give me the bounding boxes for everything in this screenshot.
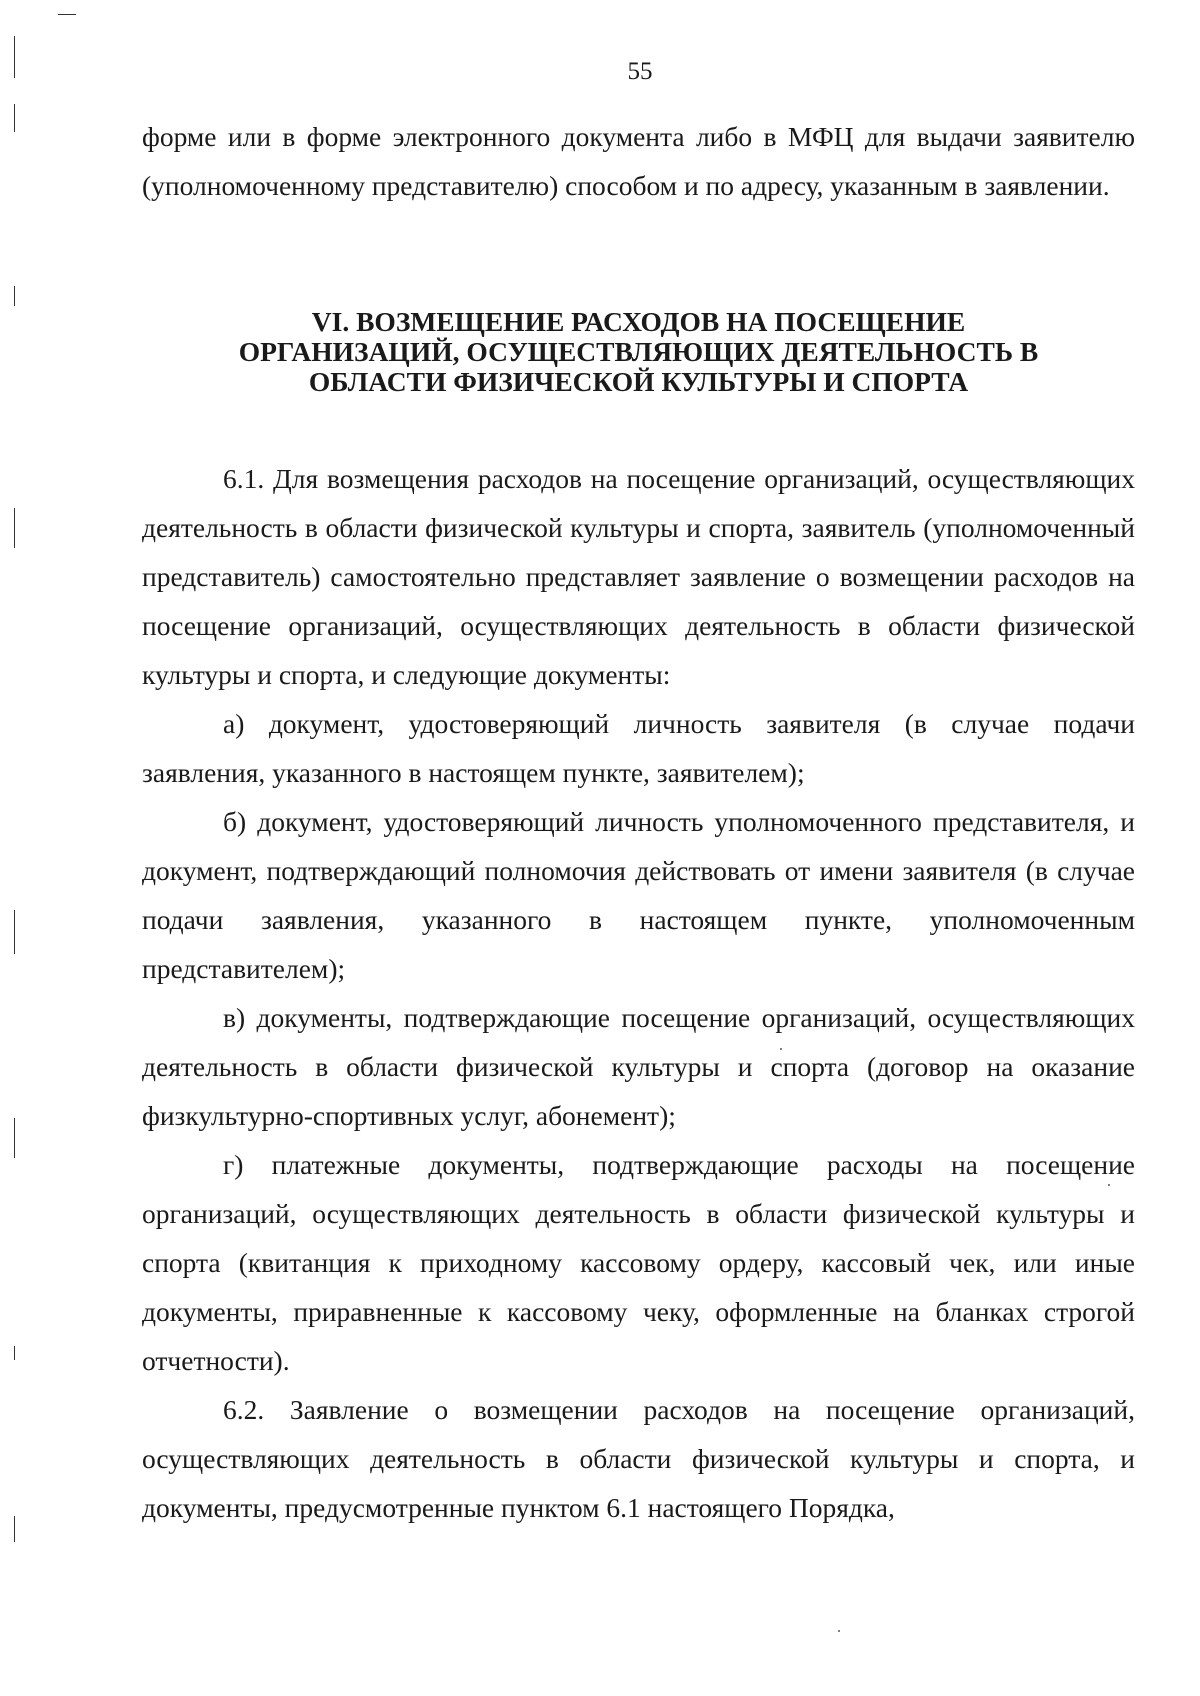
heading-line: ОБЛАСТИ ФИЗИЧЕСКОЙ КУЛЬТУРЫ И СПОРТА — [308, 366, 969, 397]
scan-mark — [58, 14, 76, 15]
paragraph-item-v: в) документы, подтверждающие посещение организаций, осуществляющих деятельность в области физической культуры и спорта (договор на оказание физкультурно-спортивных услуг, абонемент); — [142, 1002, 1135, 1131]
intro-paragraph: форме или в форме электронного документа либо в МФЦ для выдачи заявителю (уполномоченному представителю) способом и по адресу, указанным в заявлении. — [142, 121, 1135, 201]
scan-mark — [14, 1346, 15, 1360]
paragraph-item-b: б) документ, удостоверяющий личность уполномоченного представителя, и документ, подтверждающий полномочия действовать от имени заявителя (в случае подачи заявления, указанного в настоящем пункте, уполномоченным представителем); — [142, 806, 1135, 984]
paragraph-item-g: г) платежные документы, подтверждающие расходы на посещение организаций, осуществляющих деятельность в области физической культуры и спорта (квитанция к приходному кассовому ордеру, кассовый чек, или иные документы, приравненные к кассовому чеку, оформленные на бланках строгой отчетности). — [142, 1149, 1135, 1376]
section-heading — [142, 307, 1135, 397]
scan-mark — [14, 508, 15, 548]
scan-mark — [14, 910, 15, 954]
page-number: 55 — [627, 58, 653, 85]
scan-mark — [14, 1516, 15, 1542]
section-body — [142, 454, 1135, 1532]
intro-text — [142, 112, 1135, 210]
heading-line: VI. ВОЗМЕЩЕНИЕ РАСХОДОВ НА ПОСЕЩЕНИЕ — [311, 306, 966, 337]
paragraph-6-1: 6.1. Для возмещения расходов на посещение организаций, осуществляющих деятельность в области физической культуры и спорта, заявитель (уполномоченный представитель) самостоятельно представляет заявление о возмещении расходов на посещение организаций, осуществляющих деятельность в области физической культуры и спорта, и следующие документы: — [142, 463, 1135, 690]
scan-mark — [14, 1118, 15, 1158]
paragraph-item-a: а) документ, удостоверяющий личность заявителя (в случае подачи заявления, указанного в настоящем пункте, заявителем); — [142, 708, 1135, 788]
heading-line: ОРГАНИЗАЦИЙ, ОСУЩЕСТВЛЯЮЩИХ ДЕЯТЕЛЬНОСТЬ В — [238, 336, 1039, 367]
scan-mark — [14, 104, 15, 132]
scan-mark — [14, 286, 15, 306]
scan-dot — [838, 1630, 840, 1632]
paragraph-6-2: 6.2. Заявление о возмещении расходов на посещение организаций, осуществляющих деятельность в области физической культуры и спорта, и документы, предусмотренные пунктом 6.1 настоящего Порядка, — [142, 1394, 1135, 1523]
